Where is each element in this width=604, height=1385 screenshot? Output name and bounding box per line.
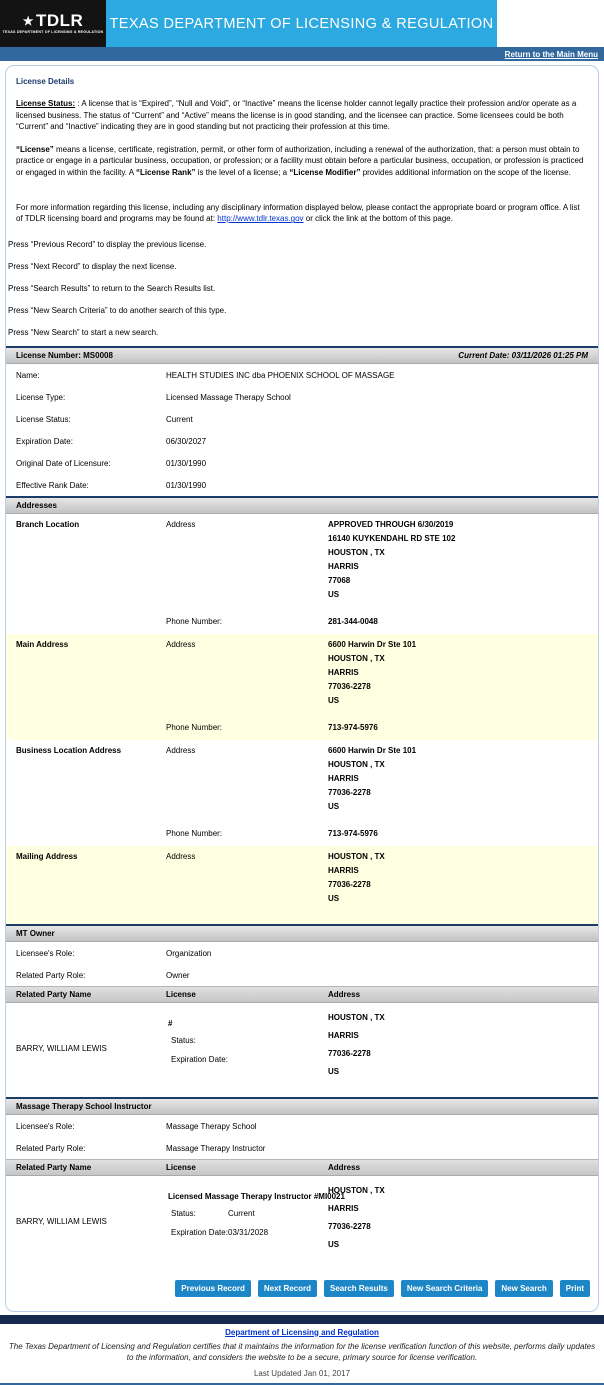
business-location-block (6, 740, 598, 846)
address-label: Address (166, 519, 196, 529)
page-footer (0, 1324, 604, 1381)
action-buttons (6, 1270, 598, 1307)
license-status-paragraph: License Status: : A license that is “Expired”, “Null and Void”, or “Inactive” means the license holder cannot legally practice their profession and/or operate as a licensed business. The status of “Current” and “Active” means the license is in good standing, and the licensee can practice. Some licensees could be both “Current” and “Inactive” indicating they are in good standing but not practicing their profession at this time. (16, 99, 577, 132)
license-number: License Number: MS0008 (16, 350, 113, 360)
footer-certification-text: The Texas Department of Licensing and Regulation certifies that it maintains the information for the license verification function of this website, performs daily updates to the information, and considers the website to be a secure, primary source for license verification. (8, 1341, 596, 1362)
press-instruction: Press “Search Results” to return to the Search Results list. (8, 283, 216, 293)
instructor-licensee-role-row: Licensee's Role: Massage Therapy School (16, 1121, 257, 1131)
related-party-name: BARRY, WILLIAM LEWIS (16, 1044, 107, 1054)
mailing-address-block (6, 846, 598, 924)
address-value: HOUSTON , TX HARRIS 77036-2278 US (328, 851, 385, 903)
instructor-related-party-role-row: Related Party Role: Massage Therapy Instructor (16, 1143, 266, 1153)
phone-value: 281-344-0048 (328, 616, 378, 626)
address-label: Address (166, 745, 196, 755)
menu-bar (0, 47, 604, 61)
party-status: Current (228, 1208, 255, 1218)
new-search-button[interactable]: New Search (495, 1280, 552, 1297)
page-header (0, 0, 604, 47)
next-record-button[interactable]: Next Record (258, 1280, 317, 1297)
info-row-name: Name: HEALTH STUDIES INC dba PHOENIX SCHOOL OF MASSAGE (16, 370, 395, 380)
footer-department-link[interactable]: Department of Licensing and Regulation (225, 1327, 379, 1337)
page-title: License Details (16, 77, 75, 86)
party-expiration: 03/31/2028 (228, 1227, 269, 1237)
info-row-license-type: License Type: Licensed Massage Therapy School (16, 392, 291, 402)
license-definition-paragraph: “License” means a license, certificate, registration, permit, or other form of authorization, including a renewal of the authorization, that: a person must obtain to practice or engage in a particular business, occupation, or profession; or a facility must obtain before a particular business, occupation, or profession is practiced or engaged in within the facility. A “License Rank” is the level of a license; a “License Modifier” provides additional information on the scope of the license. (16, 144, 584, 177)
banner (106, 0, 497, 47)
press-instruction: Press “Previous Record” to display the previous license. (8, 239, 207, 249)
related-party-address: HOUSTON , TX HARRIS 77036-2278 US (328, 1185, 385, 1249)
banner-title: TEXAS DEPARTMENT OF LICENSING & REGULATION (109, 15, 494, 32)
logo-title: TDLR (35, 11, 84, 31)
phone-value: 713-974-5976 (328, 828, 378, 838)
press-instruction: Press “New Search Criteria” to do another search of this type. (8, 305, 227, 315)
texas-star-icon: ★ (22, 13, 34, 28)
mt-owner-section-header: MT Owner (6, 924, 598, 942)
instructor-section-header: Massage Therapy School Instructor (6, 1097, 598, 1115)
instructor-party-row (6, 1176, 598, 1270)
related-party-license: # Status: Expiration Date: (168, 1018, 228, 1064)
address-type: Mailing Address (16, 851, 78, 861)
return-main-menu-link[interactable]: Return to the Main Menu (504, 49, 598, 59)
header-gap (497, 0, 604, 47)
main-address-block (6, 634, 598, 740)
info-row-expiration-date: Expiration Date: 06/30/2027 (16, 436, 207, 446)
owner-related-party-role-row: Related Party Role: Owner (16, 970, 190, 980)
owner-table-header: Related Party Name License Address (6, 986, 598, 1003)
info-row-license-status: License Status: Current (16, 414, 193, 424)
license-number-bar (6, 346, 598, 364)
address-type: Main Address (16, 639, 69, 649)
owner-party-row (6, 1003, 598, 1097)
new-search-criteria-button[interactable]: New Search Criteria (401, 1280, 489, 1297)
press-instruction: Press “Next Record” to display the next license. (8, 261, 177, 271)
address-value: 6600 Harwin Dr Ste 101 HOUSTON , TX HARRIS 77036-2278 US (328, 639, 417, 705)
owner-licensee-role-row: Licensee's Role: Organization (16, 948, 212, 958)
phone-label: Phone Number: (166, 828, 223, 838)
address-label: Address (166, 639, 196, 649)
content-panel (5, 65, 599, 1312)
address-type: Business Location Address (16, 745, 122, 755)
tdlr-logo (0, 0, 106, 47)
address-value: APPROVED THROUGH 6/30/2019 16140 KUYKENDAHL RD STE 102 HOUSTON , TX HARRIS 77068 US (328, 519, 456, 599)
related-party-name: BARRY, WILLIAM LEWIS (16, 1217, 107, 1227)
previous-record-button[interactable]: Previous Record (175, 1280, 251, 1297)
logo-subtitle: TEXAS DEPARTMENT OF LICENSING & REGULATION (2, 30, 104, 35)
address-label: Address (166, 851, 196, 861)
footer-last-updated: Last Updated Jan 01, 2017 (253, 1369, 351, 1379)
address-value: 6600 Harwin Dr Ste 101 HOUSTON , TX HARRIS 77036-2278 US (328, 745, 417, 811)
search-results-button[interactable]: Search Results (324, 1280, 394, 1297)
more-info-paragraph: For more information regarding this license, including any disciplinary information displayed below, please contact the appropriate board or program office. A list of TDLR licensing board and programs may be found at: http://www.tdlr.texas.gov or click the link at the bottom of this page. (16, 202, 580, 224)
press-instruction: Press “New Search” to start a new search. (8, 327, 159, 337)
current-date: Current Date: 03/11/2026 01:25 PM (458, 350, 588, 360)
related-party-license: Licensed Massage Therapy Instructor #MI0021 Status: Current Expiration Date: 03/31/2028 (168, 1191, 345, 1237)
address-type: Branch Location (16, 519, 80, 529)
tdlr-website-link[interactable]: http://www.tdlr.texas.gov (217, 214, 304, 224)
license-status-label: License Status: (16, 99, 76, 108)
info-row-original-licensure: Original Date of Licensure: 01/30/1990 (16, 458, 207, 468)
phone-label: Phone Number: (166, 722, 223, 732)
phone-value: 713-974-5976 (328, 722, 378, 732)
instructor-table-header: Related Party Name License Address (6, 1159, 598, 1176)
footer-divider-bar (0, 1315, 604, 1324)
related-party-address: HOUSTON , TX HARRIS 77036-2278 US (328, 1012, 385, 1076)
print-button[interactable]: Print (560, 1280, 590, 1297)
branch-location-block (6, 514, 598, 634)
info-row-effective-rank: Effective Rank Date: 01/30/1990 (16, 480, 207, 490)
phone-label: Phone Number: (166, 616, 223, 626)
addresses-section-header: Addresses (6, 496, 598, 514)
